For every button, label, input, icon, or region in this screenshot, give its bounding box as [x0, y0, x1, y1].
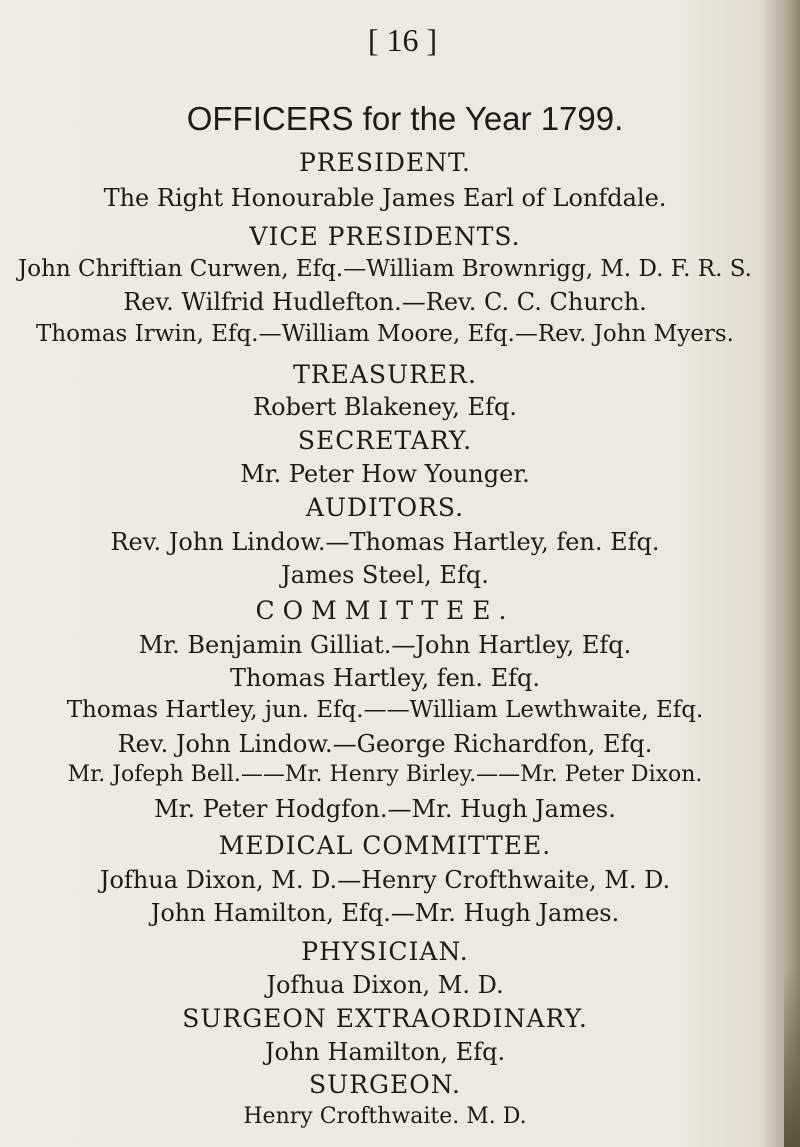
committee-line: Mr. Benjamin Gilliat.—John Hartley, Efq.: [138, 631, 632, 659]
surgeon-extraordinary-heading: SURGEON EXTRAORDINARY.: [182, 1004, 588, 1033]
treasurer-name: Robert Blakeney, Efq.: [253, 393, 517, 421]
committee-line: Rev. John Lindow.—George Richardfon, Efq.: [117, 730, 653, 758]
secretary-name: Mr. Peter How Younger.: [240, 460, 530, 488]
physician-heading: PHYSICIAN.: [301, 937, 469, 966]
president-name: The Right Honourable James Earl of Lonfdale.: [103, 184, 667, 212]
medical-committee-line: Jofhua Dixon, M. D.—Henry Crofthwaite, M. D.: [99, 866, 671, 894]
vice-president-line: Rev. Wilfrid Hudlefton.—Rev. C. C. Church.: [123, 288, 647, 316]
committee-line: Mr. Jofeph Bell.——Mr. Henry Birley.——Mr. Peter Dixon.: [67, 762, 703, 787]
surgeon-extraordinary-name: John Hamilton, Efq.: [264, 1038, 506, 1066]
auditor-line: Rev. John Lindow.—Thomas Hartley, fen. Efq.: [110, 528, 660, 556]
auditor-line: James Steel, Efq.: [281, 561, 489, 589]
medical-committee-line: John Hamilton, Efq.—Mr. Hugh James.: [150, 899, 620, 927]
vice-president-line: Thomas Irwin, Efq.—William Moore, Efq.—Rev. John Myers.: [36, 321, 734, 347]
auditors-heading: AUDITORS.: [305, 493, 465, 522]
medical-committee-heading: MEDICAL COMMITTEE.: [218, 831, 552, 860]
physician-name: Jofhua Dixon, M. D.: [266, 971, 504, 999]
secretary-heading: SECRETARY.: [297, 426, 473, 455]
surgeon-heading: SURGEON.: [309, 1070, 461, 1099]
page-title: OFFICERS for the Year 1799.: [186, 100, 624, 137]
vice-presidents-heading: VICE PRESIDENTS.: [249, 222, 521, 251]
committee-line: Mr. Peter Hodgfon.—Mr. Hugh James.: [154, 795, 616, 823]
committee-heading: COMMITTEE.: [255, 596, 515, 625]
vice-president-line: John Chriftian Curwen, Efq.—William Brownrigg, M. D. F. R. S.: [18, 256, 752, 282]
treasurer-heading: TREASURER.: [293, 360, 477, 389]
committee-line: Thomas Hartley, jun. Efq.——William Lewthwaite, Efq.: [66, 697, 704, 723]
surgeon-name: Henry Crofthwaite. M. D.: [243, 1104, 527, 1129]
committee-line: Thomas Hartley, fen. Efq.: [230, 664, 540, 692]
president-heading: PRESIDENT.: [298, 148, 471, 177]
page-number: [ 16 ]: [367, 22, 438, 58]
page-corner-shadow: [784, 967, 800, 1147]
